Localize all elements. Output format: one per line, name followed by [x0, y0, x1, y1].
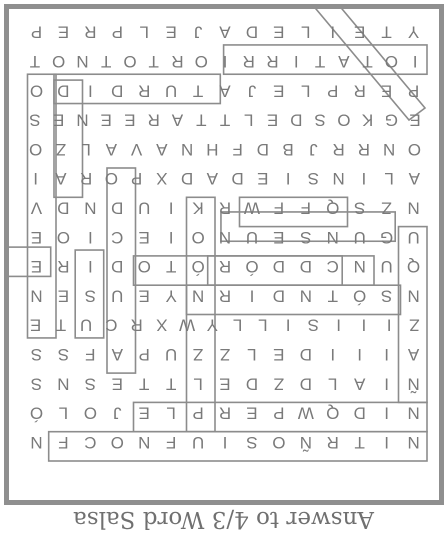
grid-letter: D — [231, 169, 244, 189]
grid-letter: O — [123, 51, 137, 71]
grid-letter: I — [87, 81, 93, 101]
grid-letter: N — [76, 51, 89, 71]
grid-letter: N — [407, 432, 420, 452]
caption: Answer to 4/3 Word Salsa — [73, 506, 374, 532]
grid-letter: A — [219, 22, 231, 42]
grid-letter: O — [29, 139, 43, 159]
grid-letter: F — [85, 344, 96, 364]
grid-letter: N — [382, 139, 396, 159]
grid-letter: K — [192, 198, 204, 218]
grid-letter: I — [412, 51, 418, 71]
grid-letter: Ó — [29, 403, 44, 423]
grid-letter: E — [100, 110, 112, 130]
grid-letter: E — [30, 227, 43, 247]
grid-letter: D — [256, 139, 270, 159]
grid-letter: V — [130, 139, 143, 159]
grid-letter: L — [58, 403, 69, 423]
grid-letter: O — [384, 51, 398, 71]
grid-letter: E — [111, 374, 123, 394]
grid-letter: I — [87, 227, 93, 247]
grid-letter: E — [409, 110, 421, 130]
grid-letter: A — [407, 344, 420, 364]
grid-letter: U — [191, 432, 205, 452]
grid-letter: F — [58, 432, 69, 452]
grid-letter: S — [307, 169, 320, 189]
grid-letter: R — [171, 51, 184, 71]
grid-letter: C — [84, 432, 97, 452]
grid-letter: J — [193, 22, 203, 42]
grid-letter: I — [384, 403, 389, 423]
grid-letter: N — [407, 198, 420, 218]
grid-letter: W — [297, 403, 314, 423]
grid-letter: R — [79, 169, 93, 189]
grid-letter: E — [380, 81, 393, 101]
grid-letter: A — [408, 169, 421, 189]
grid-letter: Y — [407, 22, 420, 42]
grid-letter: R — [218, 403, 232, 423]
grid-letter: Ñ — [407, 374, 420, 394]
grid-letter: D — [272, 286, 286, 306]
grid-letter: O — [52, 51, 66, 71]
grid-letter: F — [232, 139, 243, 159]
grid-letter: R — [332, 139, 345, 159]
grid-letter: O — [110, 432, 124, 452]
grid-rotated-group — [9, 9, 427, 461]
grid-letter: L — [232, 315, 243, 335]
grid-letter: C — [111, 227, 124, 247]
grid-letter: A — [105, 139, 118, 159]
grid-letter: E — [138, 403, 150, 423]
grid-letter: S — [246, 432, 258, 452]
answer-box — [187, 285, 401, 314]
grid-letter: I — [222, 51, 228, 71]
grid-letter: E — [52, 110, 65, 130]
grid-letter: X — [156, 169, 168, 189]
grid-letter: L — [258, 315, 268, 335]
grid-letter: I — [285, 315, 291, 335]
grid-letter: I — [293, 51, 299, 71]
grid-letter: C — [105, 315, 118, 335]
word-search-grid — [9, 9, 439, 500]
grid-letter: E — [266, 110, 279, 130]
grid-letter: U — [138, 198, 151, 218]
grid-letter: Ñ — [299, 432, 312, 452]
grid-letter: F — [300, 198, 311, 218]
grid-letter: U — [353, 227, 366, 247]
grid-letter: Y — [206, 315, 219, 335]
grid-letter: N — [180, 139, 194, 159]
grid-letter: R — [326, 432, 339, 452]
grid-letter: U — [111, 286, 124, 306]
grid-letter: N — [218, 227, 232, 247]
grid-letter: D — [299, 344, 312, 364]
grid-letter: N — [30, 286, 43, 306]
grid-letter: R — [266, 51, 279, 71]
grid-letter: N — [332, 169, 345, 189]
grid-letter: R — [84, 22, 97, 42]
grid-letter: T — [192, 81, 204, 101]
grid-letter: I — [361, 169, 367, 189]
grid-letter: J — [113, 403, 122, 423]
grid-letter: S — [300, 227, 312, 247]
grid-letter: N — [326, 227, 339, 247]
grid-letter: D — [299, 374, 312, 394]
grid-letter: R — [353, 81, 366, 101]
grid-letter: L — [384, 169, 394, 189]
grid-letter: T — [165, 374, 177, 394]
grid-letter: D — [57, 81, 70, 101]
grid-letter: E — [353, 22, 366, 42]
grid-letter: E — [219, 374, 231, 394]
grid-letter: Q — [326, 403, 340, 423]
grid-letter: I — [33, 169, 38, 189]
grid-letter: Z — [381, 198, 392, 218]
grid-letter: I — [330, 344, 336, 364]
answer-box — [49, 432, 427, 461]
grid-letter: G — [379, 227, 394, 247]
grid-letter: O — [272, 432, 286, 452]
grid-letter: O — [407, 139, 421, 159]
grid-letter: A — [156, 139, 168, 159]
grid-letter: T — [314, 51, 326, 71]
grid-letter: L — [327, 374, 338, 394]
grid-letter: T — [55, 315, 67, 335]
grid-letter: I — [361, 315, 367, 335]
grid-letter: A — [219, 81, 231, 101]
grid-letter: P — [192, 403, 204, 423]
grid-letter: P — [30, 22, 43, 42]
grid-letter: Z — [273, 374, 285, 394]
grid-letter: I — [384, 432, 389, 452]
grid-letter: U — [164, 81, 178, 101]
grid-letter: F — [273, 198, 285, 218]
grid-letter: E — [30, 257, 43, 277]
grid-letter: Z — [192, 344, 204, 364]
grid-letter: A — [55, 169, 67, 189]
grid-letter: T — [362, 51, 373, 71]
grid-letter: E — [138, 227, 150, 247]
answer-box — [9, 247, 51, 276]
grid-letter: D — [290, 110, 303, 130]
grid-letter: S — [314, 110, 326, 130]
grid-letter: L — [244, 110, 254, 130]
grid-letter: B — [282, 139, 294, 159]
grid-letter: N — [299, 286, 312, 306]
grid-letter: E — [29, 315, 42, 335]
grid-letter: N — [407, 286, 420, 306]
grid-letter: U — [245, 227, 259, 247]
grid-letter: D — [111, 257, 124, 277]
grid-letter: L — [193, 374, 203, 394]
grid-letter: Ó — [245, 257, 259, 277]
grid-letter: E — [165, 22, 177, 42]
grid-letter: T — [139, 374, 150, 394]
grid-letter: T — [196, 110, 207, 130]
grid-letter: I — [357, 344, 363, 364]
grid-letter: W — [179, 315, 196, 335]
grid-letter: S — [30, 374, 43, 394]
grid-letter: T — [219, 110, 231, 130]
grid-letter: J — [247, 81, 257, 101]
grid-letter: R — [147, 110, 160, 130]
grid-letter: X — [156, 315, 168, 335]
grid-letter: D — [245, 374, 259, 394]
grid-letter: T — [381, 22, 392, 42]
grid-letter: P — [111, 22, 123, 42]
grid-letter: Y — [165, 286, 177, 306]
grid-letter: E — [124, 110, 136, 130]
grid-letter: O — [337, 110, 351, 130]
grid-letter: P — [327, 81, 339, 101]
grid-letter: Q — [326, 198, 340, 218]
grid-letter: R — [218, 257, 232, 277]
grid-letter: I — [87, 257, 93, 277]
grid-letter: F — [165, 432, 177, 452]
grid-letter: D — [57, 198, 70, 218]
grid-letter: I — [222, 432, 228, 452]
grid-letter: R — [218, 198, 232, 218]
grid-letter: E — [273, 344, 285, 364]
grid-letter: I — [285, 169, 291, 189]
grid-letter: L — [247, 344, 257, 364]
grid-letter: T — [165, 257, 177, 277]
grid-letter: S — [84, 286, 97, 306]
grid-letter: R — [242, 51, 255, 71]
grid-letter: P — [407, 81, 420, 101]
grid-letter: K — [361, 110, 374, 130]
grid-letter: E — [273, 227, 285, 247]
grid-letter: Q — [406, 257, 421, 277]
grid-letter: D — [299, 257, 312, 277]
grid-letter: S — [57, 344, 70, 364]
grid-letter: I — [168, 198, 174, 218]
grid-letter: N — [138, 432, 151, 452]
grid-letter: E — [273, 22, 285, 42]
grid-letter: E — [257, 169, 269, 189]
grid-letter: I — [384, 374, 389, 394]
grid-letter: S — [29, 110, 41, 130]
grid-svg — [9, 9, 439, 500]
grid-letter: L — [301, 81, 311, 101]
grid-letter: E — [273, 81, 285, 101]
grid-letter: N — [353, 257, 366, 277]
grid-letter: R — [130, 315, 143, 335]
grid-letter: A — [338, 51, 350, 71]
grid-letter: C — [326, 257, 339, 277]
grid-letter: V — [30, 198, 43, 218]
grid-letter: D — [180, 169, 194, 189]
grid-letter: L — [166, 403, 176, 423]
grid-letter: Z — [55, 139, 67, 159]
grid-letter: I — [168, 227, 174, 247]
grid-letter: N — [57, 374, 70, 394]
grid-letter: E — [246, 403, 258, 423]
grid-letter: I — [249, 286, 255, 306]
grid-letter: T — [148, 51, 159, 71]
puzzle-frame — [4, 4, 444, 505]
grid-letter: T — [29, 51, 41, 71]
grid-letter: O — [194, 51, 208, 71]
grid-letter: P — [138, 344, 150, 364]
grid-letter: J — [309, 139, 318, 159]
grid-letter: O — [29, 81, 44, 101]
grid-letter: D — [111, 81, 124, 101]
grid-letter: R — [357, 139, 371, 159]
grid-letter: W — [243, 198, 260, 218]
grid-letter: E — [57, 286, 70, 306]
grid-letter: S — [30, 344, 43, 364]
grid-letter: R — [57, 257, 70, 277]
grid-letter: Ó — [353, 286, 367, 306]
grid-letter: T — [327, 286, 338, 306]
grid-letter: T — [354, 432, 365, 452]
grid-letter: S — [380, 286, 393, 306]
grid-letter: A — [111, 344, 123, 364]
grid-letter: Z — [219, 344, 231, 364]
grid-letter: L — [139, 22, 149, 42]
grid-letter: O — [191, 227, 205, 247]
grid-letter: S — [353, 198, 366, 218]
grid-letter: D — [245, 22, 259, 42]
grid-letter: O — [104, 169, 118, 189]
grid-letter: U — [164, 344, 178, 364]
grid-letter: R — [218, 286, 232, 306]
grid-letter: N — [76, 110, 89, 130]
grid-letter: I — [386, 315, 392, 335]
grid-letter: A — [353, 374, 366, 394]
grid-letter: E — [138, 286, 150, 306]
grid-letter: A — [171, 110, 184, 130]
grid-letter: U — [407, 227, 420, 247]
grid-letter: Ó — [191, 257, 205, 277]
grid-letter: O — [137, 257, 151, 277]
grid-letter: L — [81, 139, 91, 159]
grid-letter: O — [83, 403, 97, 423]
grid-letter: T — [100, 51, 112, 71]
grid-letter: U — [79, 315, 93, 335]
grid-letter: N — [84, 198, 97, 218]
grid-letter: G — [384, 110, 398, 130]
grid-letter: O — [56, 227, 71, 247]
grid-letter: N — [407, 403, 420, 423]
grid-letter: H — [206, 139, 219, 159]
grid-letter: I — [336, 315, 341, 335]
grid-letter: U — [380, 257, 393, 277]
grid-letter: D — [272, 257, 286, 277]
grid-letter: N — [191, 286, 205, 306]
grid-letter: A — [206, 169, 219, 189]
grid-letter: I — [330, 22, 336, 42]
grid-letter: R — [138, 81, 151, 101]
grid-letter: I — [384, 344, 389, 364]
grid-letter: P — [273, 403, 285, 423]
grid-letter: P — [130, 169, 143, 189]
grid-letter: Z — [409, 315, 420, 335]
grid-letter: D — [353, 403, 366, 423]
grid-letter: E — [57, 22, 70, 42]
grid-letter: D — [111, 198, 124, 218]
grid-letter: S — [307, 315, 320, 335]
grid-letter: N — [30, 432, 43, 452]
grid-letter: S — [84, 374, 97, 394]
grid-letter: L — [301, 22, 311, 42]
